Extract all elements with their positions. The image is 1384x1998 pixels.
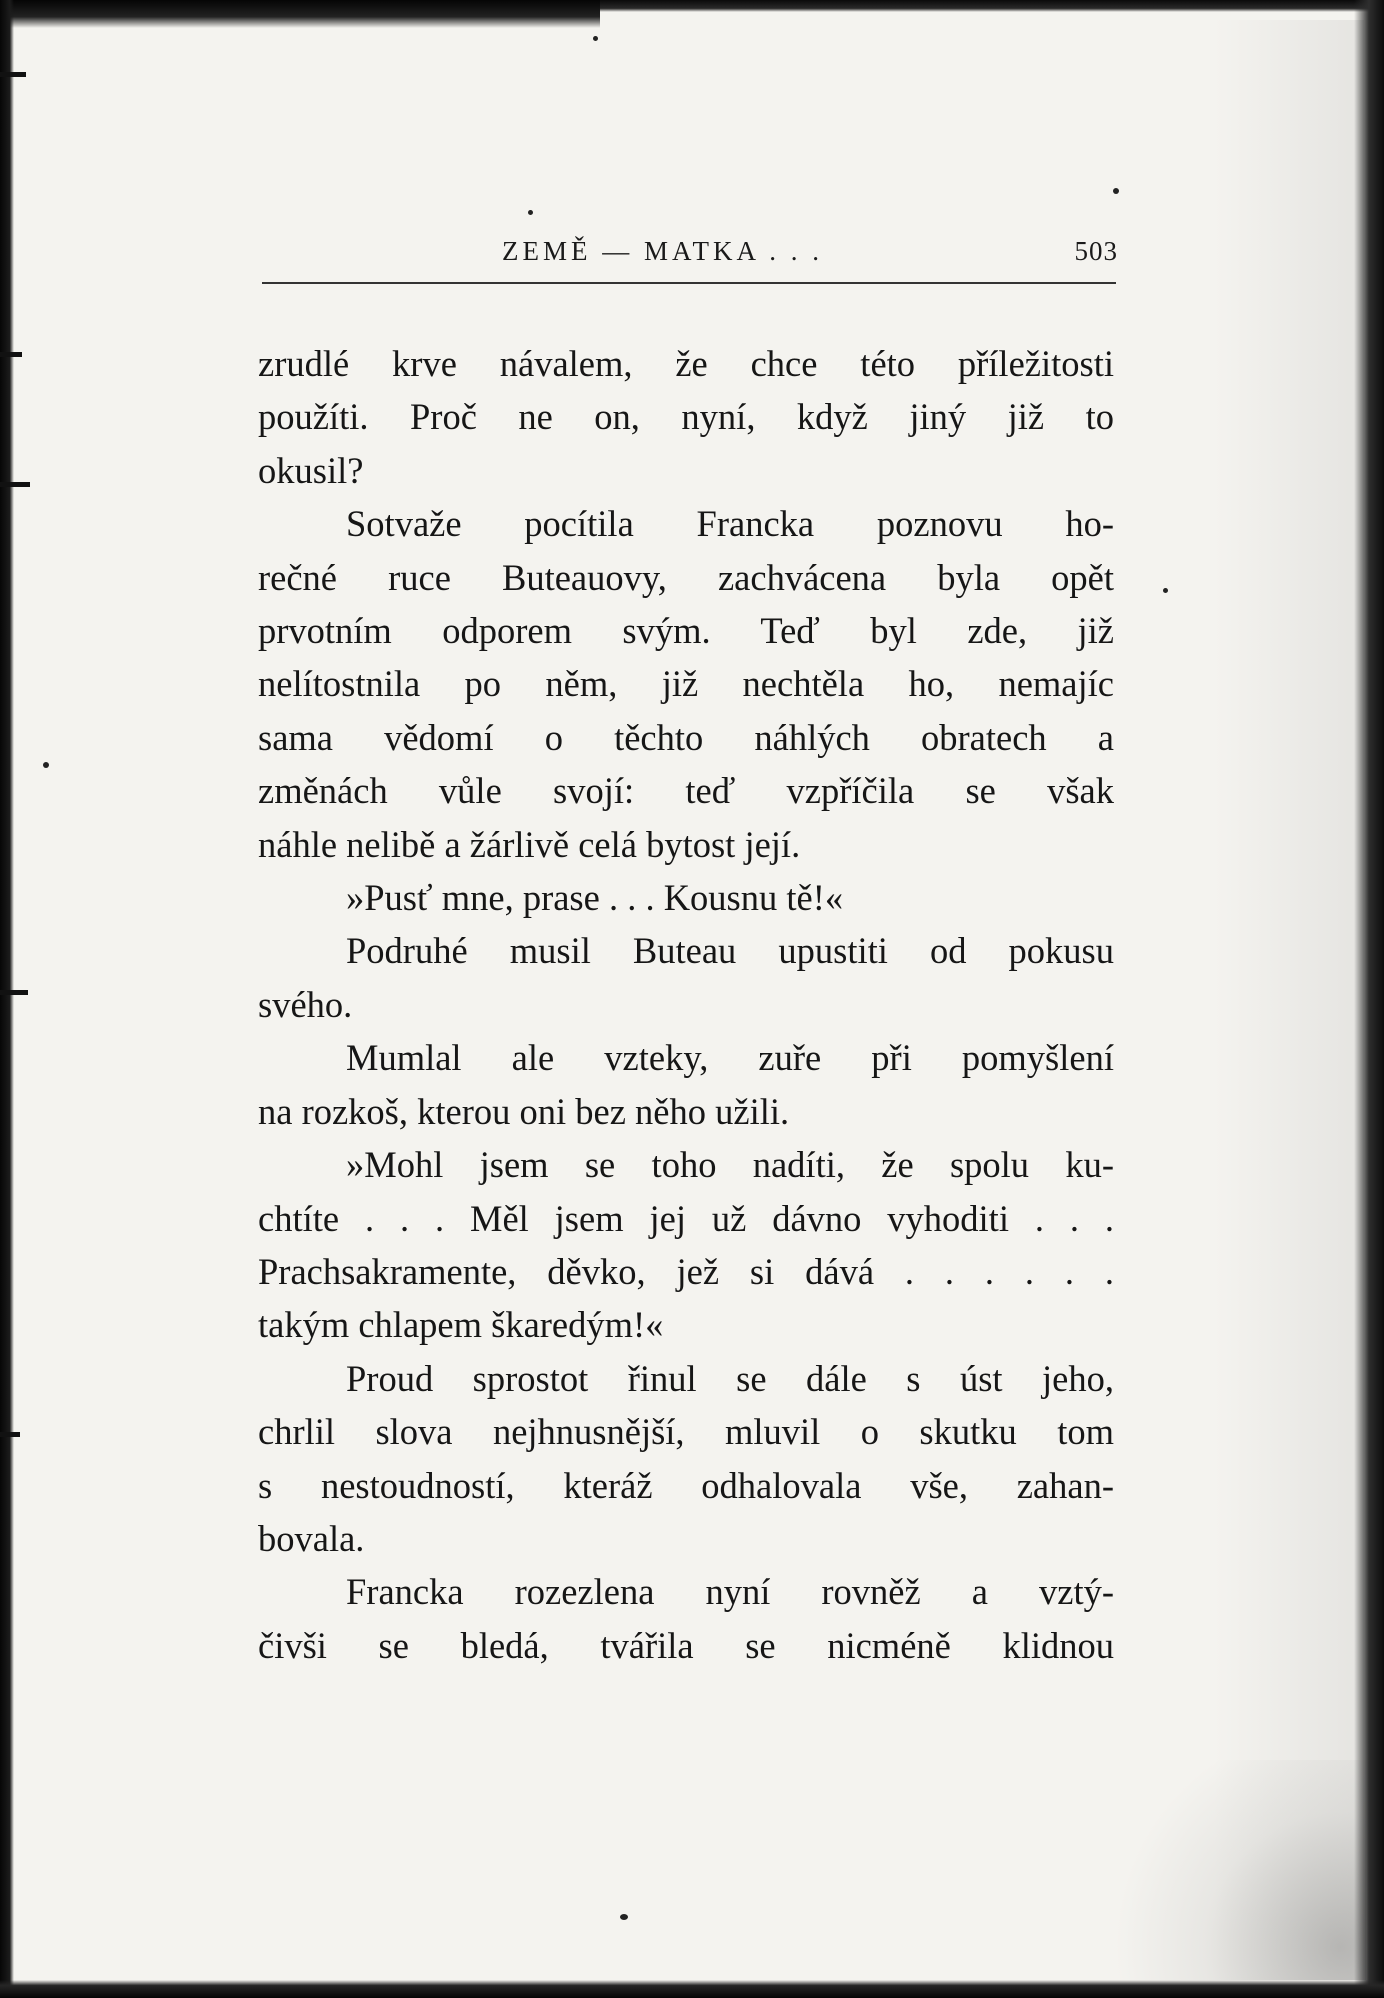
speck [1163, 588, 1168, 593]
text-line: »Mohl jsem se toho nadíti, že spolu ku- [346, 1144, 1114, 1186]
speck [1113, 188, 1119, 194]
text-line: okusil? [258, 449, 364, 491]
page-number: 503 [1074, 236, 1118, 266]
scan-edge-top-band [0, 0, 600, 28]
text-line: na rozkoš, kterou oni bez něho užili. [258, 1090, 790, 1132]
text-line: čivši se bledá, tvářila se nicméně klidnou [258, 1624, 1114, 1666]
text-line: Mumlal ale vzteky, zuře při pomyšlení [346, 1037, 1114, 1079]
text-line: takým chlapem škaredým!« [258, 1304, 664, 1346]
text-line: zrudlé krve návalem, že chce této příležitosti [258, 343, 1114, 384]
header-rule [262, 282, 1116, 284]
running-title: ZEMĚ — MATKA . . . [502, 236, 823, 266]
text-line: s nestoudností, kteráž odhalovala vše, zahan- [258, 1464, 1114, 1506]
body-text [258, 337, 1114, 1672]
text-line: chtíte . . . Měl jsem jej už dávno vyhoditi . . . [258, 1197, 1114, 1239]
speck [43, 762, 49, 768]
text-line: sama vědomí o těchto náhlých obratech a [258, 716, 1114, 758]
text-line: změnách vůle svojí: teď vzpříčila se však [258, 770, 1114, 812]
speck [528, 210, 533, 215]
text-line: svého. [258, 983, 353, 1025]
text-line: Proud sprostot řinul se dále s úst jeho, [346, 1357, 1114, 1399]
page-header [258, 236, 1118, 286]
text-line: nelítostnila po něm, již nechtěla ho, nemajíc [258, 663, 1114, 705]
speck [593, 36, 598, 41]
text-line: Podruhé musil Buteau upustiti od pokusu [346, 930, 1114, 972]
paper-stain [1106, 1760, 1366, 1980]
text-line: Francka rozezlena nyní rovněž a vztý- [346, 1571, 1114, 1613]
text-line: Prachsakramente, děvko, jež si dává . . . . . . [258, 1250, 1114, 1292]
text-line: Sotvaže pocítila Francka poznovu ho- [346, 503, 1114, 545]
text-line: chrlil slova nejhnusnější, mluvil o skutku tom [258, 1411, 1114, 1453]
text-line: použíti. Proč ne on, nyní, když jiný již to [258, 396, 1114, 438]
text-line: náhle nelibě a žárlivě celá bytost její. [258, 823, 801, 865]
scan-edge-bottom [0, 1980, 1384, 1998]
speck [620, 1914, 628, 1920]
text-line: bovala. [258, 1517, 365, 1559]
text-line: rečné ruce Buteauovy, zachvácena byla opět [258, 556, 1114, 598]
text-line: prvotním odporem svým. Teď byl zde, již [258, 610, 1114, 652]
scan-edge-right [1354, 0, 1384, 1998]
text-line: »Pusť mne, prase . . . Kousnu tě!« [346, 877, 844, 919]
binding-marks [0, 0, 30, 1998]
paper-shading [1214, 20, 1364, 1980]
